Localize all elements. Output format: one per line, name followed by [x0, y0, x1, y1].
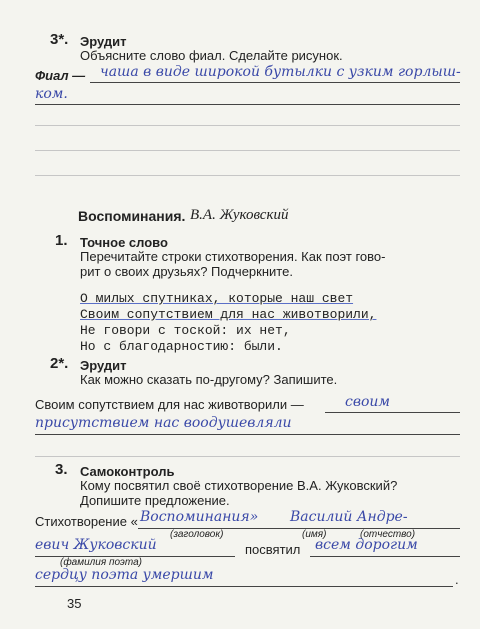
answer-line — [35, 175, 460, 176]
task3b-title: Самоконтроль — [80, 464, 175, 479]
answer-line — [35, 456, 460, 457]
task3-title: Эрудит — [80, 34, 127, 49]
task3b-number: 3. — [55, 461, 68, 478]
task1-title: Точное слово — [80, 235, 168, 250]
poem-line-3: Не говори с тоской: их нет, — [80, 323, 291, 338]
task3-number: 3*. — [50, 31, 69, 48]
poem-line-2: Своим сопутствием для нас животворили, — [80, 307, 377, 322]
answer-line — [310, 556, 460, 557]
label-patronymic: (отчество) — [360, 529, 416, 540]
task3b-name-answer: Василий Андре- — [290, 509, 408, 525]
task3b-sentence-start: Стихотворение « — [35, 514, 138, 529]
label-poet: (фамилия поэта) — [60, 557, 142, 568]
task3b-dedicated: посвятил — [245, 542, 301, 557]
section-author: В.А. Жуковский — [190, 207, 289, 223]
task2-prompt: Своим сопутствием для нас животворили — — [35, 397, 304, 412]
task2-instruction: Как можно сказать по-другому? Запишите. — [80, 372, 338, 387]
answer-line — [35, 434, 460, 435]
task3-instruction: Объясните слово фиал. Сделайте рисунок. — [80, 48, 343, 63]
task2-number: 2*. — [50, 355, 69, 372]
task3b-instruction-2: Допишите предложение. — [80, 493, 230, 508]
label-title: (заголовок) — [170, 529, 224, 540]
answer-line — [35, 104, 460, 105]
answer-line — [325, 412, 460, 413]
task3-answer-2: ком. — [35, 86, 68, 102]
poem-line-4: Но с благодарностию: были. — [80, 339, 283, 354]
task1-instruction-2: рит о своих друзьях? Подчеркните. — [80, 264, 293, 279]
task3b-to-answer-2: сердцу поэта умершим — [35, 567, 214, 583]
answer-line — [90, 82, 460, 83]
task3-word: Фиал — — [35, 68, 86, 83]
label-name: (имя) — [302, 529, 327, 540]
page-number: 35 — [67, 596, 82, 611]
task2-answer-1: своим — [345, 394, 391, 410]
task1-number: 1. — [55, 232, 68, 249]
section-title: Воспоминания. — [78, 208, 186, 224]
task3b-to-answer-1: всем дорогим — [315, 537, 418, 553]
task3b-title-answer: Воспоминания» — [140, 509, 259, 525]
task1-instruction-1: Перечитайте строки стихотворения. Как поэт гово- — [80, 249, 386, 264]
task3b-end: . — [455, 572, 459, 587]
task3b-instruction-1: Кому посвятил своё стихотворение В.А. Жуковский? — [80, 478, 398, 493]
answer-line — [35, 150, 460, 151]
task3b-surname-answer: евич Жуковский — [35, 537, 157, 553]
poem-line-1: О милых спутниках, которые наш свет — [80, 291, 354, 306]
answer-line — [35, 586, 453, 587]
task2-title: Эрудит — [80, 358, 127, 373]
task2-answer-2: присутствием нас воодушевляли — [35, 415, 292, 431]
answer-line — [35, 125, 460, 126]
task3-answer-1: чаша в виде широкой бутылки с узким горлыш- — [100, 64, 461, 80]
